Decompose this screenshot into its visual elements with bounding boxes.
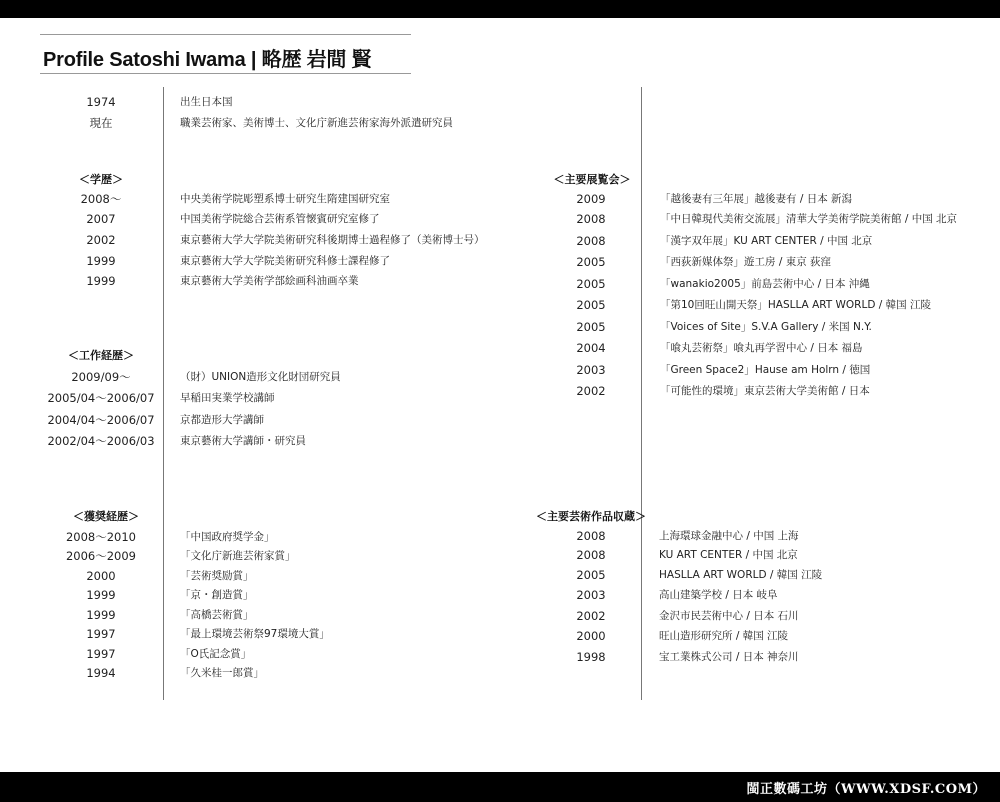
collection-year: 2003: [576, 588, 606, 602]
collection-text: 旺山造形研究所 / 韓国 江陵: [659, 630, 789, 642]
collection-text: 宝工業株式公司 / 日本 神奈川: [659, 651, 799, 663]
collection-text: 高山建築学校 / 日本 岐阜: [659, 589, 778, 601]
work-year: 2005/04〜2006/07: [47, 391, 155, 405]
education-text: 東京藝術大学大学院美術研究科後期博士過程修了（美術博士号）: [180, 234, 485, 246]
exhibition-text: 「Green Space2」Hause am Holrn / 徳国: [660, 364, 871, 376]
awards-text: 「文化庁新進芸術家賞」: [180, 550, 296, 562]
exhibition-year: 2008: [576, 212, 606, 226]
awards-year: 2008〜2010: [65, 530, 137, 544]
education-year: 2008〜: [80, 192, 122, 206]
exhibition-text: 「漢字双年展」KU ART CENTER / 中国 北京: [660, 235, 873, 247]
work-heading: ＜工作経歴＞: [68, 349, 134, 362]
bio-text: 出生日本国: [180, 96, 233, 108]
awards-text: 「高橋芸術賞」: [180, 609, 254, 621]
awards-year: 1999: [86, 608, 116, 622]
education-heading: ＜学歴＞: [79, 173, 123, 186]
work-text: 早稲田実業学校講師: [180, 392, 275, 404]
exhibition-year: 2003: [576, 363, 606, 377]
exhibitions-heading: ＜主要展覧会＞: [553, 173, 631, 186]
work-year: 2002/04〜2006/03: [47, 434, 155, 448]
collection-year: 2000: [576, 629, 606, 643]
exhibition-year: 2002: [576, 384, 606, 398]
exhibition-text: 「中日韓現代美術交流展」清華大学美術学院美術館 / 中国 北京: [660, 213, 958, 225]
awards-year: 2006〜2009: [65, 549, 137, 563]
awards-text: 「久米桂一郎賞」: [180, 667, 264, 679]
awards-text: 「京・創造賞」: [180, 589, 254, 601]
exhibition-text: 「越後妻有三年展」越後妻有 / 日本 新潟: [660, 193, 853, 205]
education-text: 東京藝術大学美術学部絵画科油画卒業: [180, 275, 359, 287]
exhibition-text: 「喰丸芸術祭」喰丸再学習中心 / 日本 福島: [660, 342, 863, 354]
collection-year: 1998: [576, 650, 606, 664]
title-block: [40, 34, 411, 74]
exhibition-year: 2005: [576, 277, 606, 291]
work-year: 2009/09〜: [71, 370, 131, 384]
awards-year: 2000: [86, 569, 116, 583]
exhibition-year: 2005: [576, 298, 606, 312]
bio-text: 職業芸術家、美術博士、文化庁新進芸術家海外派遣研究員: [180, 117, 453, 129]
bottom-black-bar: [0, 772, 1000, 802]
collections-heading: ＜主要芸術作品収蔵＞: [536, 510, 646, 523]
education-year: 1999: [86, 274, 116, 288]
awards-year: 1999: [86, 588, 116, 602]
exhibition-year: 2004: [576, 341, 606, 355]
awards-text: 「芸術奨励賞」: [180, 570, 254, 582]
bio-year: 1974: [86, 95, 116, 109]
education-text: 中国美術学院総合芸術系管懐賓研究室修了: [180, 213, 380, 225]
awards-year: 1997: [86, 647, 116, 661]
exhibition-text: 「Voices of Site」S.V.A Gallery / 米国 N.Y.: [660, 321, 872, 333]
education-text: 東京藝術大学大学院美術研究科修士課程修了: [180, 255, 390, 267]
watermark-text: 閩正數碼工坊（WWW.XDSF.COM）: [746, 782, 986, 797]
exhibition-year: 2008: [576, 234, 606, 248]
collection-text: KU ART CENTER / 中国 北京: [659, 549, 798, 561]
collection-year: 2002: [576, 609, 606, 623]
education-text: 中央美術学院彫塑系博士研究生隋建国研究室: [180, 193, 390, 205]
exhibition-year: 2005: [576, 255, 606, 269]
exhibition-text: 「wanakio2005」前島芸術中心 / 日本 沖縄: [660, 278, 870, 290]
work-text: 東京藝術大学講師・研究員: [180, 435, 306, 447]
education-year: 1999: [86, 254, 116, 268]
collection-year: 2008: [576, 529, 606, 543]
collection-text: 金沢市民芸術中心 / 日本 石川: [659, 610, 799, 622]
work-text: 京都造形大学講師: [180, 414, 264, 426]
awards-text: 「O氏記念賞」: [180, 648, 252, 660]
awards-text: 「中国政府奨学金」: [180, 531, 275, 543]
bio-year: 現在: [89, 116, 113, 130]
exhibition-year: 2009: [576, 192, 606, 206]
collection-text: 上海環球金融中心 / 中国 上海: [659, 530, 799, 542]
exhibition-text: 「可能性的環境」東京芸術大学美術館 / 日本: [660, 385, 870, 397]
exhibition-year: 2005: [576, 320, 606, 334]
collection-year: 2005: [576, 568, 606, 582]
awards-year: 1997: [86, 627, 116, 641]
education-year: 2007: [86, 212, 116, 226]
work-text: （財）UNION造形文化財団研究員: [180, 371, 341, 383]
awards-text: 「最上環境芸術祭97環境大賞」: [180, 628, 330, 640]
awards-heading: ＜獲奨経歴＞: [73, 510, 139, 523]
awards-year: 1994: [86, 666, 116, 680]
exhibition-text: 「第10回旺山開天祭」HASLLA ART WORLD / 韓国 江陵: [660, 299, 931, 311]
page-title: Profile Satoshi Iwama | 略歴 岩間 賢: [43, 49, 372, 71]
collection-year: 2008: [576, 548, 606, 562]
collection-text: HASLLA ART WORLD / 韓国 江陵: [659, 569, 823, 581]
exhibition-text: 「西荻新媒体祭」遊工房 / 東京 荻窪: [660, 256, 832, 268]
education-year: 2002: [86, 233, 116, 247]
work-year: 2004/04〜2006/07: [47, 413, 155, 427]
top-black-bar: [0, 0, 1000, 18]
